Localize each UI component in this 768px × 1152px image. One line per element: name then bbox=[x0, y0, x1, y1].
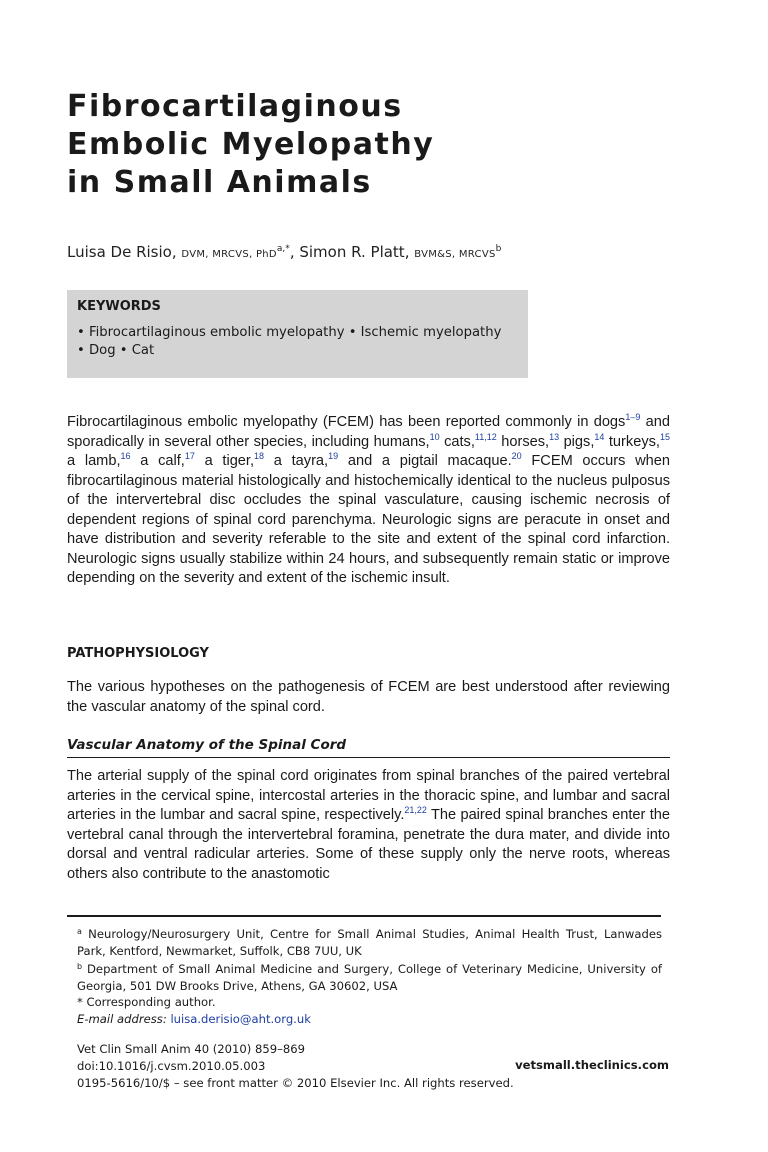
intro-paragraph bbox=[67, 413, 670, 589]
intro-text: a tayra, bbox=[264, 453, 329, 469]
ref-link[interactable]: 22 bbox=[416, 805, 427, 815]
ref-link[interactable]: 1–9 bbox=[625, 412, 641, 422]
issn-copyright: 0195-5616/10/$ – see front matter © 2010 Elsevier Inc. All rights reserved. bbox=[77, 1076, 514, 1090]
ref-link[interactable]: 15 bbox=[659, 431, 670, 442]
email-link[interactable]: luisa.derisio@aht.org.uk bbox=[170, 1012, 311, 1026]
ref-link[interactable]: 11,12 bbox=[474, 431, 497, 442]
pathophysiology-paragraph: The various hypotheses on the pathogenesis of FCEM are best understood after reviewing the vascular anatomy of the spinal cord. bbox=[67, 679, 670, 715]
footnote-affiliation-b bbox=[77, 961, 662, 995]
footnote-text: Department of Small Animal Medicine and Surgery, College of Veterinary Medicine, University of Georgia, 501 DW Brooks Drive, Athens, GA 30602, USA bbox=[77, 962, 662, 993]
article-title bbox=[67, 88, 707, 202]
author-1-affiliation-marks: a,* bbox=[276, 244, 290, 254]
author-1-name: Luisa De Risio, bbox=[67, 243, 177, 261]
intro-text: horses, bbox=[496, 433, 550, 450]
keywords-heading: KEYWORDS bbox=[77, 299, 161, 314]
author-2-affiliation-marks: b bbox=[495, 244, 502, 254]
footnote-email bbox=[77, 1011, 662, 1028]
intro-text: and a pigtail macaque. bbox=[338, 453, 512, 469]
ref-link[interactable]: 20 bbox=[511, 451, 522, 461]
email-label: E-mail address: bbox=[77, 1012, 167, 1026]
ref-separator: , bbox=[414, 805, 417, 815]
intro-text: turkeys, bbox=[604, 433, 660, 450]
footnote-divider bbox=[67, 915, 661, 917]
intro-text: Fibrocartilaginous embolic myelopathy (FCEM) has been reported commonly in dogs bbox=[67, 414, 626, 430]
footnote-text: Neurology/Neurosurgery Unit, Centre for Small Animal Studies, Animal Health Trust, Lanwades Park, Kentford, Newmarket, Suffolk, CB8 7UU, UK bbox=[77, 927, 662, 958]
ref-link[interactable]: 19 bbox=[328, 451, 339, 461]
intro-text: a lamb, bbox=[67, 453, 121, 469]
title-line-1: Fibrocartilaginous bbox=[67, 89, 403, 124]
footnote-affiliation-a bbox=[77, 926, 662, 960]
doi[interactable]: doi:10.1016/j.cvsm.2010.05.003 bbox=[77, 1059, 266, 1073]
subsection-divider bbox=[67, 757, 670, 758]
author-line bbox=[67, 243, 501, 261]
intro-text: and sporadically in several other species, including humans, bbox=[67, 414, 670, 450]
keywords-line-2: • Dog • Cat bbox=[77, 343, 155, 358]
footnote-mark: b bbox=[77, 962, 83, 971]
intro-text: pigs, bbox=[559, 433, 595, 450]
vascular-anatomy-paragraph bbox=[67, 767, 670, 884]
ref-link[interactable]: 13 bbox=[549, 431, 560, 442]
author-1-degrees: DVM, MRCVS, PhD bbox=[181, 249, 277, 260]
ref-link[interactable]: 18 bbox=[254, 451, 265, 461]
ref-link[interactable]: 10 bbox=[429, 431, 440, 442]
journal-citation: Vet Clin Small Anim 40 (2010) 859–869 bbox=[77, 1042, 306, 1056]
keywords-line-1: • Fibrocartilaginous embolic myelopathy • Ischemic myelopathy bbox=[77, 325, 502, 340]
journal-website[interactable]: vetsmall.theclinics.com bbox=[515, 1058, 669, 1072]
author-2-name: , Simon R. Platt, bbox=[289, 243, 410, 261]
vascular-text: The arterial supply of the spinal cord originates from spinal branches of the paired vertebral arteries in the cervical spine, intercostal arteries in the thoracic spine, and lumbar and sacral arteries in the lumbar and sacral spine, respectively. bbox=[67, 768, 670, 823]
intro-text: cats, bbox=[439, 433, 475, 450]
intro-text: a calf, bbox=[130, 453, 185, 469]
subsection-heading-vascular-anatomy: Vascular Anatomy of the Spinal Cord bbox=[67, 737, 347, 753]
section-heading-pathophysiology: PATHOPHYSIOLOGY bbox=[67, 646, 209, 661]
title-line-3: in Small Animals bbox=[67, 165, 372, 200]
ref-link[interactable]: 16 bbox=[120, 451, 131, 461]
author-2-degrees: BVM&S, MRCVS bbox=[414, 249, 496, 260]
keywords-box bbox=[67, 290, 528, 378]
ref-link[interactable]: 21 bbox=[404, 805, 415, 815]
intro-text: FCEM occurs when fibrocartilaginous material histologically and histochemically identical to the nucleus pulposus of the intervertebral disc occludes the spinal vasculature, causing ischemic necrosis of dependent regions of spinal cord parenchyma. Neurologic signs are peracute in onset and have distribution and severity referable to the site and extent of the spinal cord infarction. Neurologic signs usually stabilize within 24 hours, and subsequently remain static or improve depending on the severity and extent of the ischemic insult. bbox=[67, 453, 671, 586]
intro-text: a tiger, bbox=[194, 453, 255, 469]
vascular-text: The paired spinal branches enter the vertebral canal through the intervertebral foramina, penetrate the dura mater, and divide into dorsal and ventral radicular arteries. Some of these supply only the nerve roots, whereas others also contribute to the anastomotic bbox=[67, 807, 671, 882]
footnote-mark: a bbox=[77, 927, 82, 936]
title-line-2: Embolic Myelopathy bbox=[67, 127, 435, 162]
ref-link[interactable]: 17 bbox=[184, 451, 195, 461]
footnote-corresponding: * Corresponding author. bbox=[77, 995, 216, 1009]
ref-link[interactable]: 14 bbox=[594, 431, 605, 442]
